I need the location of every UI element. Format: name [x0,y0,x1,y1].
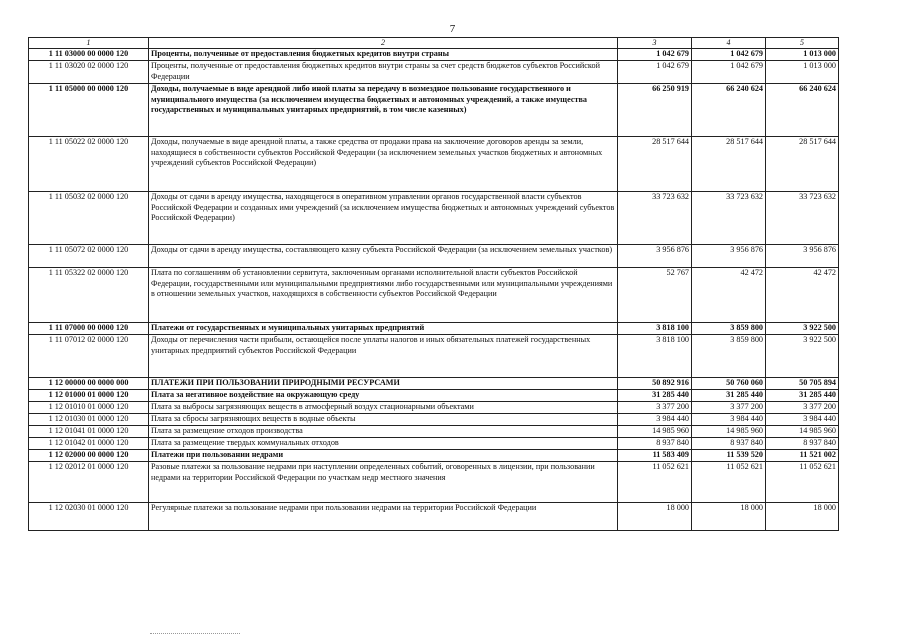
amount-year-3-cell: 3 377 200 [766,402,839,414]
table-row [29,84,839,137]
budget-code-cell: 1 11 07012 02 0000 120 [29,335,149,378]
revenue-name-cell: Доходы, получаемые в виде арендной платы, а также средства от продажи права на заключение договоров аренды за земли, находящиеся в собственности субъектов Российской Федерации (за исключением земельных участков бюджетных и автономных учреждений субъектов Российской Федерации) [149,137,618,192]
amount-year-2-cell: 11 539 520 [692,450,766,462]
amount-year-1-cell: 3 984 440 [618,414,692,426]
amount-year-1-cell: 33 723 632 [618,192,692,245]
revenue-name-cell: Проценты, полученные от предоставления бюджетных кредитов внутри страны [149,49,618,61]
revenue-name-cell: Плата за размещение отходов производства [149,426,618,438]
budget-code-cell: 1 12 02000 00 0000 120 [29,450,149,462]
table-row [29,462,839,503]
revenue-name-cell: Плата за размещение твердых коммунальных отходов [149,438,618,450]
table-row [29,192,839,245]
table-row [29,268,839,323]
revenue-name-cell: Доходы, получаемые в виде арендной либо иной платы за передачу в возмездное пользование государственного и муниципального имущества (за исключением имущества бюджетных и автономных учреждений, а также имущества государственных и муниципальных унитарных предприятий, в том числе казенных) [149,84,618,137]
budget-code-cell: 1 12 00000 00 0000 000 [29,378,149,390]
budget-code-cell: 1 11 05322 02 0000 120 [29,268,149,323]
budget-code-cell: 1 12 01030 01 0000 120 [29,414,149,426]
amount-year-3-cell: 66 240 624 [766,84,839,137]
amount-year-1-cell: 1 042 679 [618,61,692,84]
revenue-name-cell: Проценты, полученные от предоставления бюджетных кредитов внутри страны за счет средств бюджетов субъектов Российской Федерации [149,61,618,84]
budget-code-cell: 1 12 01041 01 0000 120 [29,426,149,438]
amount-year-1-cell: 28 517 644 [618,137,692,192]
amount-year-3-cell: 11 052 621 [766,462,839,503]
budget-code-cell: 1 11 05022 02 0000 120 [29,137,149,192]
amount-year-3-cell: 11 521 002 [766,450,839,462]
amount-year-2-cell: 1 042 679 [692,61,766,84]
table-row [29,137,839,192]
table-row [29,414,839,426]
column-number-2: 2 [149,38,618,49]
table-row [29,335,839,378]
revenue-name-cell: Платежи при пользовании недрами [149,450,618,462]
revenue-name-cell: ПЛАТЕЖИ ПРИ ПОЛЬЗОВАНИИ ПРИРОДНЫМИ РЕСУРСАМИ [149,378,618,390]
budget-code-cell: 1 11 05032 02 0000 120 [29,192,149,245]
amount-year-2-cell: 3 859 800 [692,335,766,378]
table-row [29,402,839,414]
amount-year-2-cell: 66 240 624 [692,84,766,137]
revenue-name-cell: Разовые платежи за пользование недрами при наступлении определенных событий, оговоренных в лицензии, при пользовании недрами на территории Российской Федерации по участкам недр местного значения [149,462,618,503]
amount-year-3-cell: 3 956 876 [766,245,839,268]
amount-year-2-cell: 3 859 800 [692,323,766,335]
column-number-3: 3 [618,38,692,49]
table-row [29,390,839,402]
amount-year-1-cell: 1 042 679 [618,49,692,61]
revenue-name-cell: Плата за негативное воздействие на окружающую среду [149,390,618,402]
amount-year-1-cell: 18 000 [618,503,692,531]
revenue-name-cell: Платежи от государственных и муниципальных унитарных предприятий [149,323,618,335]
amount-year-3-cell: 8 937 840 [766,438,839,450]
amount-year-3-cell: 28 517 644 [766,137,839,192]
amount-year-1-cell: 3 818 100 [618,323,692,335]
amount-year-3-cell: 18 000 [766,503,839,531]
amount-year-1-cell: 11 583 409 [618,450,692,462]
amount-year-3-cell: 33 723 632 [766,192,839,245]
amount-year-3-cell: 1 013 000 [766,61,839,84]
amount-year-1-cell: 66 250 919 [618,84,692,137]
amount-year-2-cell: 3 377 200 [692,402,766,414]
amount-year-2-cell: 28 517 644 [692,137,766,192]
amount-year-1-cell: 31 285 440 [618,390,692,402]
amount-year-3-cell: 31 285 440 [766,390,839,402]
amount-year-2-cell: 50 760 060 [692,378,766,390]
table-row [29,426,839,438]
amount-year-3-cell: 3 984 440 [766,414,839,426]
budget-code-cell: 1 11 03020 02 0000 120 [29,61,149,84]
amount-year-1-cell: 3 818 100 [618,335,692,378]
revenue-name-cell: Плата за выбросы загрязняющих веществ в атмосферный воздух стационарными объектами [149,402,618,414]
revenue-name-cell: Доходы от перечисления части прибыли, остающейся после уплаты налогов и иных обязательных платежей государственных унитарных предприятий субъектов Российской Федерации [149,335,618,378]
amount-year-3-cell: 42 472 [766,268,839,323]
column-number-5: 5 [766,38,839,49]
amount-year-2-cell: 1 042 679 [692,49,766,61]
amount-year-1-cell: 14 985 960 [618,426,692,438]
amount-year-3-cell: 14 985 960 [766,426,839,438]
amount-year-2-cell: 3 956 876 [692,245,766,268]
scan-artifact [150,633,240,637]
amount-year-2-cell: 8 937 840 [692,438,766,450]
amount-year-1-cell: 11 052 621 [618,462,692,503]
table-body [29,49,839,531]
amount-year-2-cell: 3 984 440 [692,414,766,426]
revenue-name-cell: Плата за сбросы загрязняющих веществ в водные объекты [149,414,618,426]
revenue-name-cell: Доходы от сдачи в аренду имущества, находящегося в оперативном управлении органов государственной власти субъектов Российской Федерации и созданных ими учреждений (за исключением имущества бюджетных и автономных учреждений субъектов Российской Федерации) [149,192,618,245]
amount-year-3-cell: 1 013 000 [766,49,839,61]
page-number: 7 [449,23,456,35]
column-number-4: 4 [692,38,766,49]
amount-year-3-cell: 3 922 500 [766,323,839,335]
budget-code-cell: 1 12 01000 01 0000 120 [29,390,149,402]
budget-revenue-table [28,37,839,531]
revenue-name-cell: Регулярные платежи за пользование недрами при пользовании недрами на территории Российской Федерации [149,503,618,531]
budget-code-cell: 1 11 05000 00 0000 120 [29,84,149,137]
amount-year-2-cell: 18 000 [692,503,766,531]
amount-year-1-cell: 3 377 200 [618,402,692,414]
budget-code-cell: 1 12 02012 01 0000 120 [29,462,149,503]
amount-year-1-cell: 8 937 840 [618,438,692,450]
table-row [29,378,839,390]
table-row [29,438,839,450]
amount-year-2-cell: 11 052 621 [692,462,766,503]
revenue-name-cell: Доходы от сдачи в аренду имущества, составляющего казну субъекта Российской Федерации (за исключением земельных участков) [149,245,618,268]
amount-year-3-cell: 3 922 500 [766,335,839,378]
amount-year-1-cell: 50 892 916 [618,378,692,390]
amount-year-2-cell: 33 723 632 [692,192,766,245]
budget-code-cell: 1 12 02030 01 0000 120 [29,503,149,531]
amount-year-1-cell: 3 956 876 [618,245,692,268]
amount-year-1-cell: 52 767 [618,268,692,323]
amount-year-2-cell: 14 985 960 [692,426,766,438]
table-row [29,503,839,531]
amount-year-3-cell: 50 705 894 [766,378,839,390]
revenue-name-cell: Плата по соглашениям об установлении сервитута, заключенным органами исполнительной власти субъектов Российской Федерации, государственными или муниципальными предприятиями либо государственными или муниципальными учреждениями в отношении земельных участков, находящихся в собственности субъектов Российской Федерации [149,268,618,323]
budget-code-cell: 1 11 05072 02 0000 120 [29,245,149,268]
table-row [29,49,839,61]
amount-year-2-cell: 42 472 [692,268,766,323]
column-number-row [29,38,839,49]
column-number-1: 1 [29,38,149,49]
budget-code-cell: 1 11 03000 00 0000 120 [29,49,149,61]
budget-code-cell: 1 11 07000 00 0000 120 [29,323,149,335]
amount-year-2-cell: 31 285 440 [692,390,766,402]
table-row [29,245,839,268]
budget-code-cell: 1 12 01010 01 0000 120 [29,402,149,414]
budget-code-cell: 1 12 01042 01 0000 120 [29,438,149,450]
table-row [29,61,839,84]
table-row [29,450,839,462]
table-row [29,323,839,335]
